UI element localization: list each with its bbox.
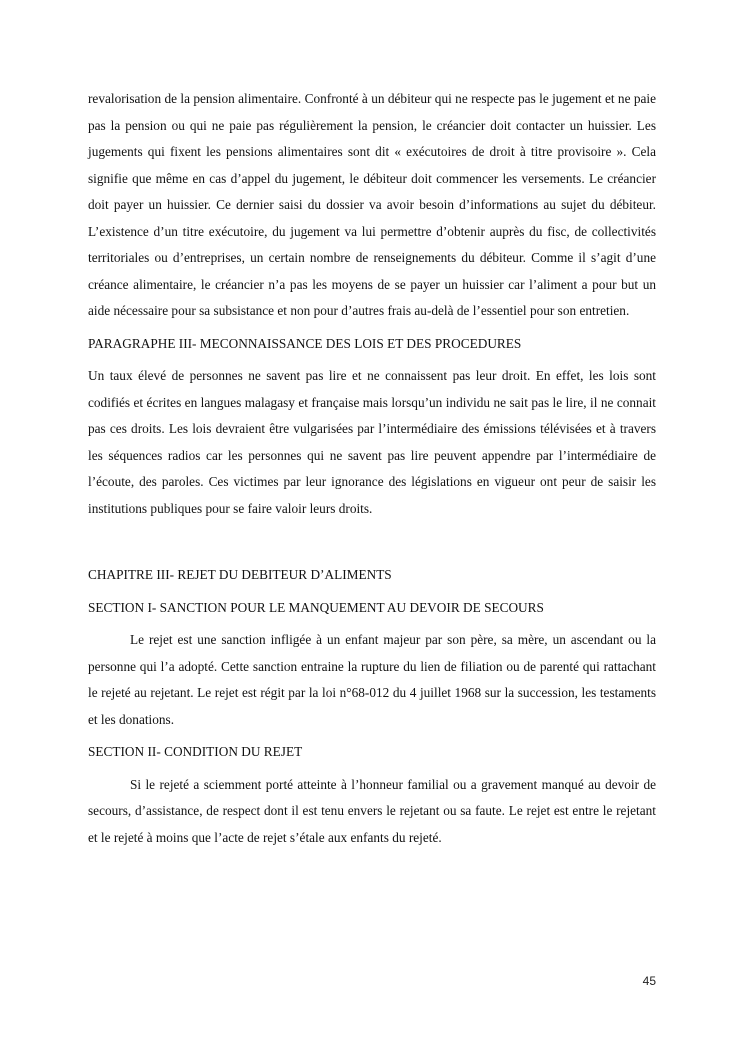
paragraph-3-text: Un taux élevé de personnes ne savent pas lire et ne connaissent pas leur droit. En effet, les lois sont codifiés et écrites en langues malagasy et française mais lorsqu’un individu ne sait pas le lire, il ne connait pas ces droits. Les lois devraient être vulgarisées par l’intermédiaire des émissions télévisées et à travers les séquences radios car les personnes qui ne savent pas lire peuvent appendre par l’intermédiaire de l’écoute, des paroles. Ces victimes par leur ignorance des législations en vigueur ont peur de saisir les institutions publiques pour se faire valoir leurs droits.: [88, 368, 656, 516]
section-1-heading: SECTION I- SANCTION POUR LE MANQUEMENT AU DEVOIR DE SECOURS: [88, 599, 544, 615]
section-2-text: Si le rejeté a sciemment porté atteinte à l’honneur familial ou a gravement manqué au devoir de secours, d’assistance, de respect dont il est tenu envers le rejetant ou sa faute. Le rejet est entre le rejetant et le rejeté à moins que l’acte de rejet s’étale aux enfants du rejeté.: [88, 776, 656, 845]
chapter-3-heading: CHAPITRE III- REJET DU DEBITEUR D’ALIMENTS: [88, 567, 392, 582]
document-page: [88, 86, 656, 851]
intro-paragraph: revalorisation de la pension alimentaire. Confronté à un débiteur qui ne respecte pas le jugement et ne paie pas la pension ou qui ne paie pas régulièrement la pension, le créancier doit contacter un huissier. Les jugements qui fixent les pensions alimentaires sont dit « exécutoires de droit à titre provisoire ». Cela signifie que même en cas d’appel du jugement, le débiteur doit commencer les versements. Le créancier doit payer un huissier. Ce dernier saisi du dossier va avoir besoin d’informations au sujet du débiteur. L’existence d’un titre exécutoire, du jugement va lui permettre d’obtenir auprès du fisc, de collectivités territoriales ou d’entreprises, un certain nombre de renseignements du débiteur. Comme il s’agit d’une créance alimentaire, le créancier n’a pas les moyens de se payer un huissier car l’aliment a pour but un aide nécessaire pour sa subsistance et non pour d’autres frais au-delà de l’essentiel pour son entretien.: [88, 91, 656, 318]
section-1-text: Le rejet est une sanction infligée à un enfant majeur par son père, sa mère, un ascendant ou la personne qui l’a adopté. Cette sanction entraine la rupture du lien de filiation ou de parenté qui rattachant le rejeté au rejetant. Le rejet est régit par la loi n°68-012 du 4 juillet 1968 sur la succession, les testaments et les donations.: [88, 632, 656, 727]
page-number: 45: [642, 974, 656, 988]
section-2-heading: SECTION II- CONDITION DU REJET: [88, 744, 303, 759]
spacer: [88, 522, 656, 562]
paragraph-3-heading: PARAGRAPHE III- MECONNAISSANCE DES LOIS ET DES PROCEDURES: [88, 335, 522, 351]
